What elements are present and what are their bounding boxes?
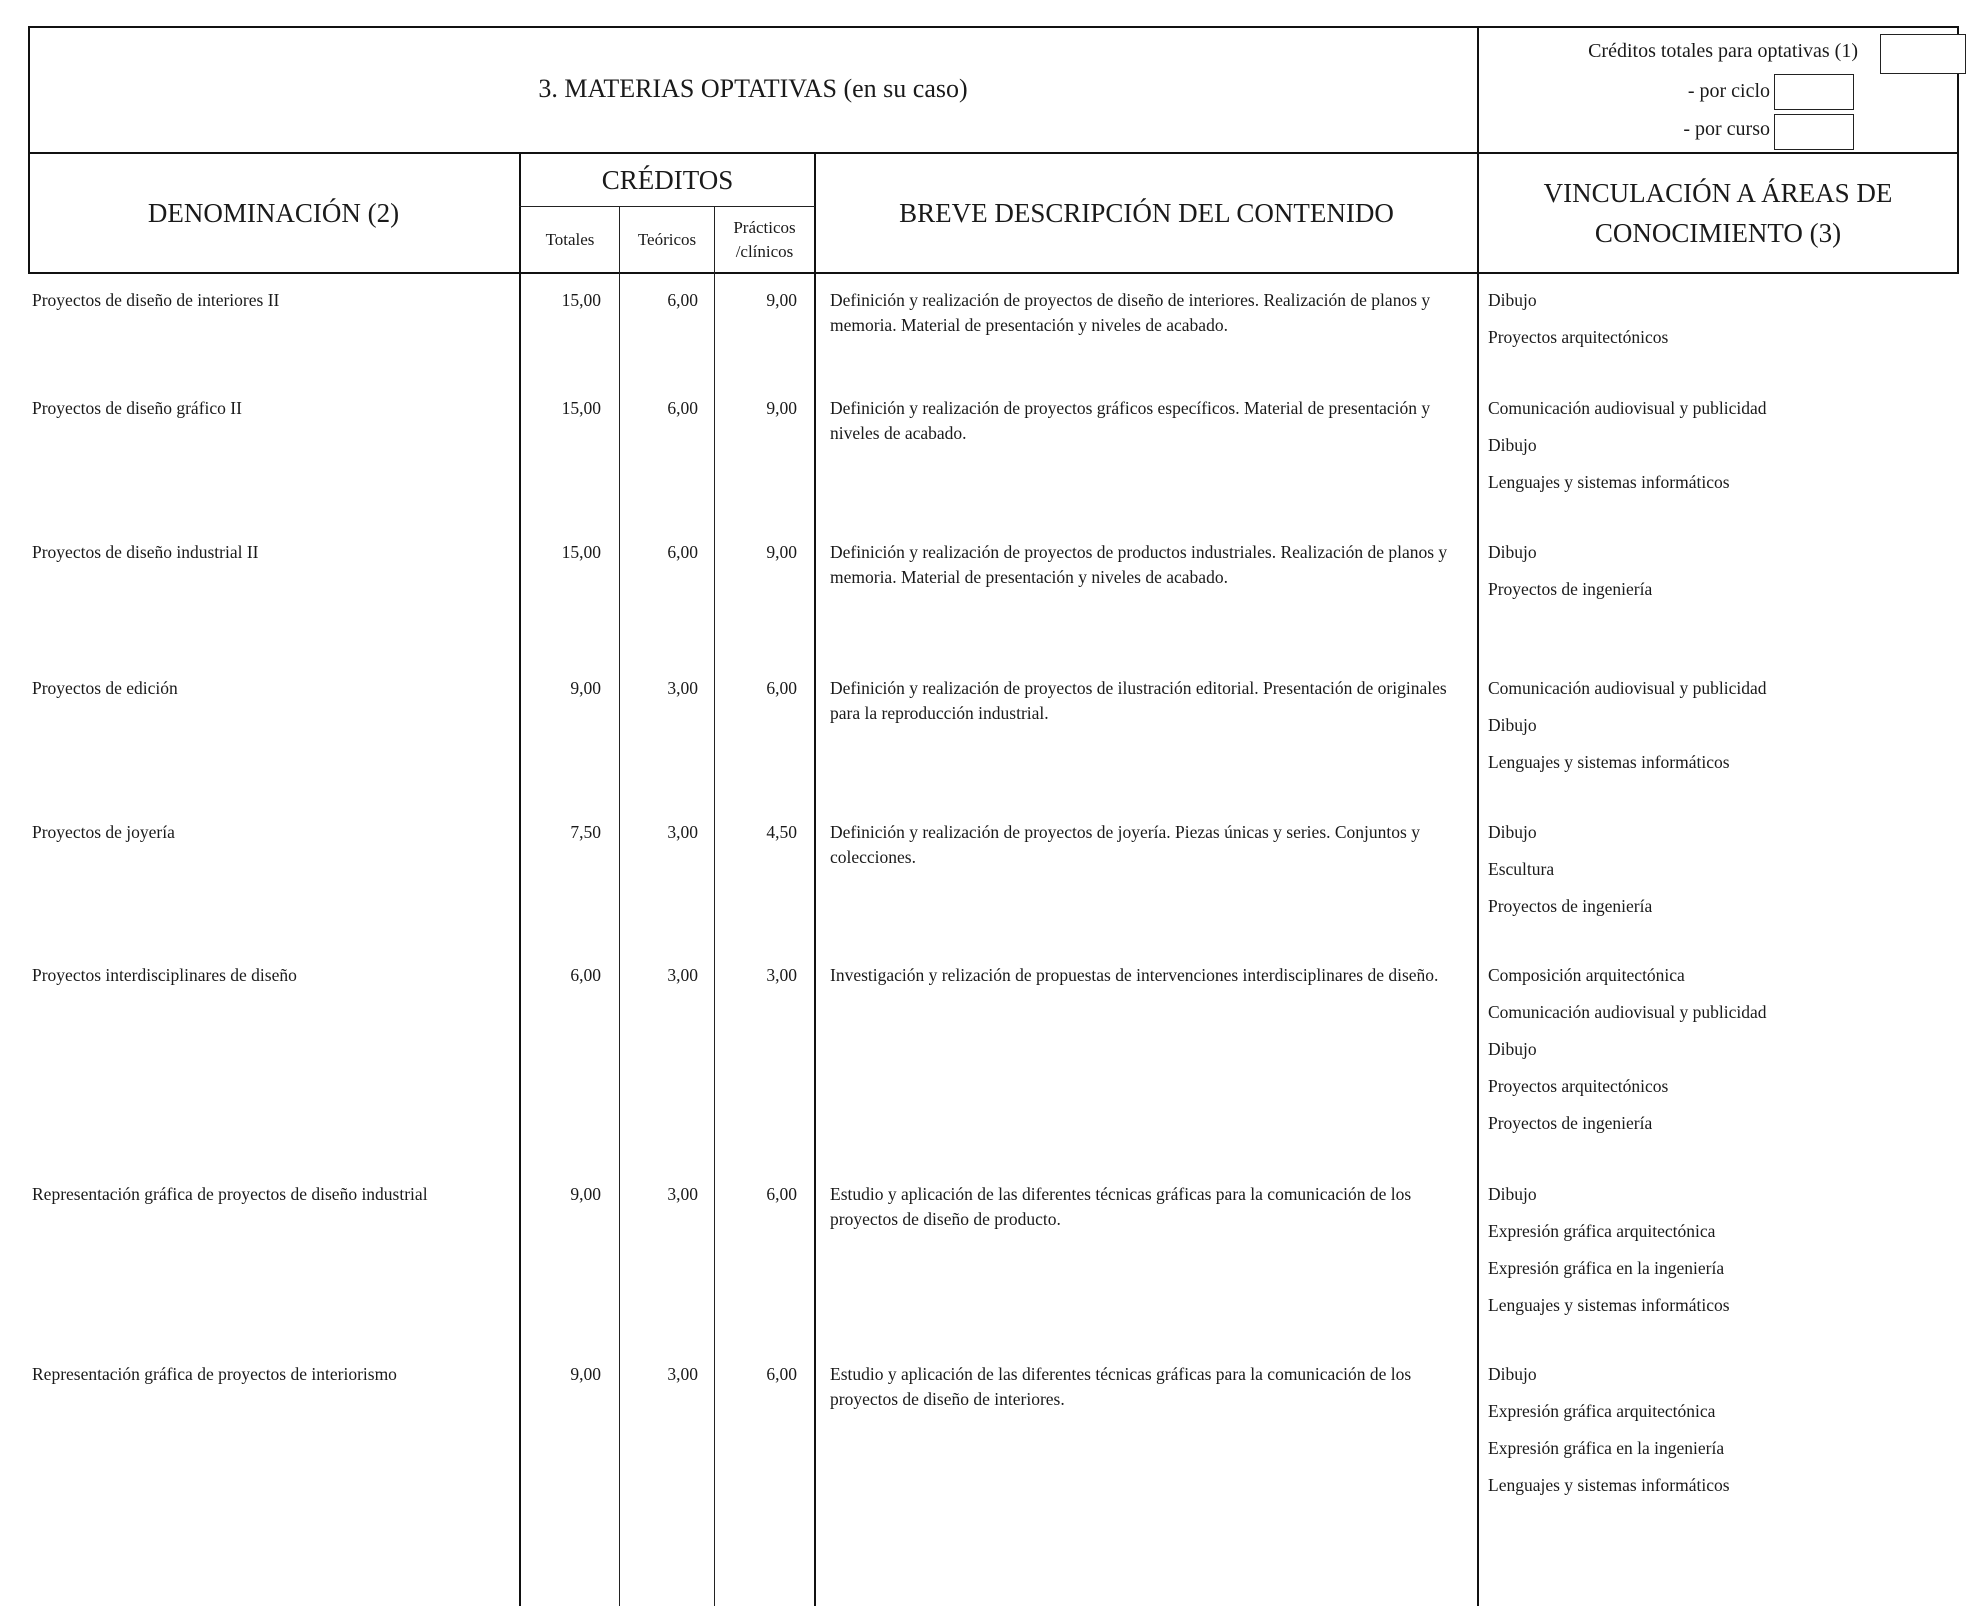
row-descripcion: Estudio y aplicación de las diferentes técnicas gráficas para la comunicación de los proyectos de diseño de interiores. [830, 1364, 1412, 1409]
row-denominacion: Representación gráfica de proyectos de diseño industrial [32, 1184, 428, 1204]
por-curso-field[interactable] [1774, 114, 1854, 150]
row-areas [1488, 814, 1948, 925]
area-item: Dibujo [1488, 822, 1537, 842]
row-practicos: 4,50 [766, 822, 797, 842]
row-denominacion: Proyectos de diseño de interiores II [32, 290, 280, 310]
area-item: Comunicación audiovisual y publicidad [1488, 678, 1767, 698]
area-item: Comunicación audiovisual y publicidad [1488, 398, 1767, 418]
header-practicos-line1: Prácticos [733, 218, 796, 237]
row-totales: 15,00 [561, 290, 601, 310]
row-totales: 9,00 [570, 1184, 601, 1204]
row-totales: 9,00 [570, 678, 601, 698]
por-curso-label: - por curso [1683, 118, 1770, 140]
row-areas [1488, 534, 1948, 608]
row-descripcion: Definición y realización de proyectos de diseño de interiores. Realización de planos y memoria. Material de presentación y niveles de acabado. [830, 290, 1431, 335]
row-denominacion: Proyectos de edición [32, 678, 178, 698]
row-practicos: 9,00 [766, 398, 797, 418]
section-title: 3. MATERIAS OPTATIVAS (en su caso) [538, 74, 968, 103]
area-item: Dibujo [1488, 715, 1537, 735]
area-item: Proyectos de ingeniería [1488, 1113, 1653, 1133]
optativas-table [28, 26, 1959, 1606]
creditos-totales-label: Créditos totales para optativas (1) [1588, 40, 1858, 62]
row-areas [1488, 1176, 1948, 1324]
row-practicos: 9,00 [766, 290, 797, 310]
header-practicos-line2: /clínicos [735, 242, 794, 261]
header-practicos [715, 208, 814, 272]
creditos-subheader-line [519, 206, 815, 207]
row-descripcion: Definición y realización de proyectos gráficos específicos. Material de presentación y niveles de acabado. [830, 398, 1431, 443]
row-practicos: 6,00 [766, 1184, 797, 1204]
header-bottom-border [28, 272, 1959, 274]
row-teoricos: 3,00 [667, 678, 698, 698]
row-practicos: 6,00 [766, 678, 797, 698]
row-practicos: 6,00 [766, 1364, 797, 1384]
row-teoricos: 3,00 [667, 965, 698, 985]
row-practicos: 3,00 [766, 965, 797, 985]
header-vinculacion-line1: VINCULACIÓN A ÁREAS DE [1543, 178, 1893, 208]
area-item: Proyectos arquitectónicos [1488, 1076, 1669, 1096]
row-denominacion: Proyectos de diseño gráfico II [32, 398, 242, 418]
area-item: Lenguajes y sistemas informáticos [1488, 752, 1730, 772]
area-item: Dibujo [1488, 1184, 1537, 1204]
area-item: Lenguajes y sistemas informáticos [1488, 1475, 1730, 1495]
row-descripcion: Definición y realización de proyectos de joyería. Piezas únicas y series. Conjuntos y colecciones. [830, 822, 1420, 867]
col-divider-denominacion [519, 152, 521, 1606]
row-denominacion: Proyectos de joyería [32, 822, 175, 842]
header-descripcion: BREVE DESCRIPCIÓN DEL CONTENIDO [899, 198, 1394, 228]
por-ciclo-field[interactable] [1774, 74, 1854, 110]
area-item: Expresión gráfica en la ingeniería [1488, 1438, 1725, 1458]
row-totales: 6,00 [570, 965, 601, 985]
col-divider-creditos-end [814, 152, 816, 1606]
area-item: Proyectos de ingeniería [1488, 896, 1653, 916]
area-item: Expresión gráfica arquitectónica [1488, 1221, 1716, 1241]
por-ciclo-label: - por ciclo [1687, 80, 1770, 102]
area-item: Comunicación audiovisual y publicidad [1488, 1002, 1767, 1022]
row-descripcion: Definición y realización de proyectos de productos industriales. Realización de planos y memoria. Material de presentación y niveles de acabado. [830, 542, 1448, 587]
area-item: Dibujo [1488, 290, 1537, 310]
row-totales: 15,00 [561, 542, 601, 562]
row-totales: 9,00 [570, 1364, 601, 1384]
header-teoricos: Teóricos [637, 230, 697, 249]
row-descripcion: Definición y realización de proyectos de ilustración editorial. Presentación de originales para la reproducción industrial. [830, 678, 1447, 723]
header-vinculacion-line2: CONOCIMIENTO (3) [1594, 218, 1842, 248]
area-item: Lenguajes y sistemas informáticos [1488, 1295, 1730, 1315]
area-item: Dibujo [1488, 542, 1537, 562]
area-item: Composición arquitectónica [1488, 965, 1685, 985]
area-item: Proyectos arquitectónicos [1488, 327, 1669, 347]
header-totales: Totales [545, 230, 595, 249]
row-denominacion: Representación gráfica de proyectos de interiorismo [32, 1364, 397, 1384]
header-vinculacion [1479, 154, 1957, 272]
row-areas [1488, 1356, 1948, 1504]
row-descripcion: Estudio y aplicación de las diferentes técnicas gráficas para la comunicación de los proyectos de diseño de producto. [830, 1184, 1412, 1229]
row-areas [1488, 670, 1948, 781]
row-denominacion: Proyectos interdisciplinares de diseño [32, 965, 297, 985]
row-areas [1488, 390, 1948, 501]
row-descripcion: Investigación y relización de propuestas de intervenciones interdisciplinares de diseño. [830, 965, 1439, 985]
area-item: Expresión gráfica en la ingeniería [1488, 1258, 1725, 1278]
header-creditos: CRÉDITOS [601, 165, 734, 195]
header-denominacion: DENOMINACIÓN (2) [147, 198, 400, 228]
row-teoricos: 3,00 [667, 1184, 698, 1204]
area-item: Dibujo [1488, 435, 1537, 455]
row-totales: 15,00 [561, 398, 601, 418]
area-item: Dibujo [1488, 1364, 1537, 1384]
row-denominacion: Proyectos de diseño industrial II [32, 542, 259, 562]
row-teoricos: 6,00 [667, 542, 698, 562]
area-item: Lenguajes y sistemas informáticos [1488, 472, 1730, 492]
area-item: Escultura [1488, 859, 1555, 879]
row-practicos: 9,00 [766, 542, 797, 562]
row-areas [1488, 282, 1948, 356]
row-totales: 7,50 [570, 822, 601, 842]
row-teoricos: 3,00 [667, 822, 698, 842]
area-item: Expresión gráfica arquitectónica [1488, 1401, 1716, 1421]
area-item: Proyectos de ingeniería [1488, 579, 1653, 599]
row-areas [1488, 957, 1948, 1142]
creditos-totales-field[interactable] [1880, 34, 1966, 74]
row-teoricos: 3,00 [667, 1364, 698, 1384]
row-teoricos: 6,00 [667, 290, 698, 310]
area-item: Dibujo [1488, 1039, 1537, 1059]
row-teoricos: 6,00 [667, 398, 698, 418]
